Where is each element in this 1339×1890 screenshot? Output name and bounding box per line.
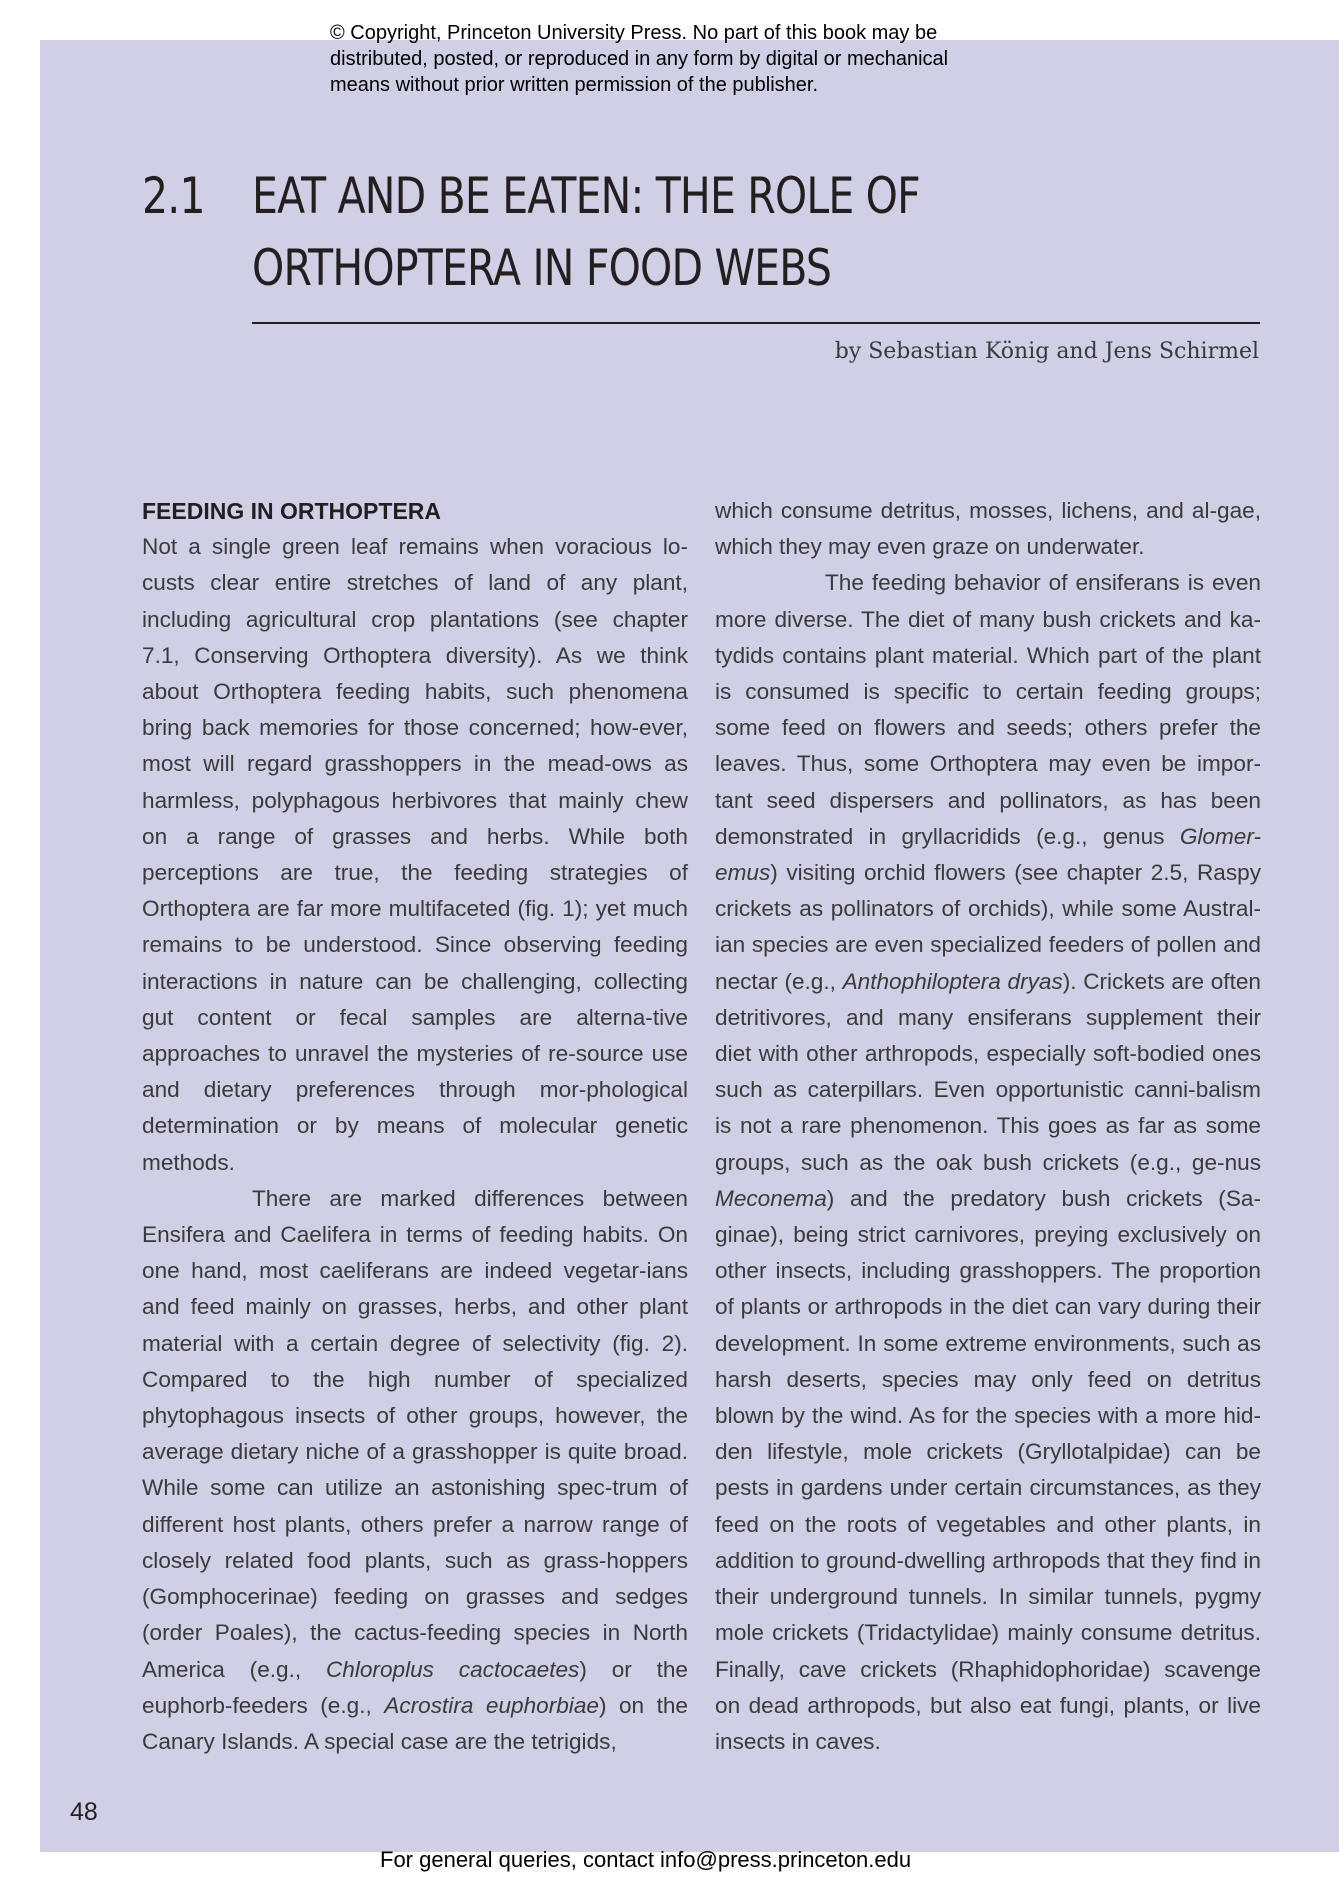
paragraph-text: ) on the Canary Islands. A special case are the tetrigids, (142, 1692, 688, 1754)
paragraph-text: which consume detritus, mosses, lichens, and al-gae, which they may even graze on underwater. (715, 498, 1261, 560)
contact-footer: For general queries, contact info@press.princeton.edu (380, 1847, 912, 1872)
chapter-title-line: EAT AND BE EATEN: THE ROLE OF (252, 167, 920, 225)
chapter-title-line: ORTHOPTERA IN FOOD WEBS (252, 239, 832, 297)
title-divider (252, 322, 1260, 324)
paragraph-text: The feeding behavior of ensiferans is even more diverse. The diet of many bush crickets and ka-tydids contains plant material. Which part of the plant is consumed is specific to certain feeding groups; some feed on flowers and seeds; others prefer the leaves. Thus, some Orthoptera may even be impor-tant seed dispersers and pollinators, as has been demonstrated in gryllacridids (e.g., genus (715, 570, 1261, 849)
copyright-line: © Copyright, Princeton University Press. No part of this book may be (330, 22, 938, 44)
chapter-number: 2.1 (142, 167, 205, 225)
copyright-notice (330, 20, 1050, 98)
paragraph (715, 493, 1261, 565)
right-column (715, 493, 1261, 1760)
paragraph-text: Not a single green leaf remains when voracious lo-custs clear entire stretches of land of any plant, including agricultural crop plantations (see chapter 7.1, Conserving Orthoptera diversity). As we think about Orthoptera feeding habits, such phenomena bring back memories for those concerned; how-ever, most will regard grasshoppers in the mead-ows as harmless, polyphagous herbivores that mainly chew on a range of grasses and herbs. While both perceptions are true, the feeding strategies of Orthoptera are far more multifaceted (fig. 1); yet much remains to be understood. Since observing feeding interactions in nature can be challenging, collecting gut content or fecal samples are alterna-tive approaches to unravel the mysteries of re-source use and dietary preferences through mor-phological determination or by means of molecular genetic methods. (142, 534, 688, 1175)
paragraph-text: ) and the predatory bush crickets (Sa-ginae), being strict carnivores, preying exclusively on other insects, including grasshoppers. The proportion of plants or arthropods in the diet can vary during their development. In some extreme environments, such as harsh deserts, species may only feed on detritus blown by the wind. As for the species with a more hid-den lifestyle, mole crickets (Gryllotalpidae) can be pests in gardens under certain circumstances, as they feed on the roots of vegetables and other plants, in addition to ground-dwelling arthropods that they find in their underground tunnels. In similar tunnels, pygmy mole crickets (Tridactylidae) mainly consume detritus. Finally, cave crickets (Rhaphidophoridae) scavenge on dead arthropods, but also eat fungi, plants, or live insects in caves. (715, 1185, 1261, 1754)
copyright-line: distributed, posted, or reproduced in any form by digital or mechanical (330, 48, 949, 70)
genus-name: Glomer-emus (715, 823, 1261, 886)
paragraph (142, 529, 688, 1181)
paragraph (142, 1181, 688, 1760)
species-name: Chloroplus cactocaetes (325, 1656, 580, 1682)
paragraph-text: ) or the euphorb-feeders (e.g., (142, 1656, 688, 1718)
author-byline: by Sebastian König and Jens Schirmel (834, 339, 1259, 364)
chapter-title (252, 160, 1072, 304)
left-column (142, 493, 688, 1760)
paragraph-text: ). Crickets are often detritivores, and many ensiferans supplement their diet with other arthropods, especially soft-bodied ones such as caterpillars. Even opportunistic canni-balism is not a rare phenomenon. This goes as far as some groups, such as the oak bush crickets (e.g., ge-nus (715, 968, 1261, 1175)
species-name: Anthophiloptera dryas (842, 968, 1063, 994)
copyright-line: means without prior written permission of the publisher. (330, 74, 819, 96)
section-heading: FEEDING IN ORTHOPTERA (142, 498, 442, 524)
paragraph-text: ) visiting orchid flowers (see chapter 2.5, Raspy crickets as pollinators of orchids), while some Austral-ian species are even specialized feeders of pollen and nectar (e.g., (715, 860, 1261, 994)
paragraph-text: There are marked differences between Ensifera and Caelifera in terms of feeding habits. On one hand, most caeliferans are indeed vegetar-ians and feed mainly on grasses, herbs, and other plant material with a certain degree of selectivity (fig. 2). Compared to the high number of specialized phytophagous insects of other groups, however, the average dietary niche of a grasshopper is quite broad. While some can utilize an astonishing spec-trum of different host plants, others prefer a narrow range of closely related food plants, such as grass-hoppers (Gomphocerinae) feeding on grasses and sedges (order Poales), the cactus-feeding species in North America (e.g., (142, 1185, 688, 1682)
paragraph (715, 565, 1261, 1760)
page-number: 48 (70, 1798, 98, 1826)
species-name: Acrostira euphorbiae (384, 1692, 599, 1718)
genus-name: Meconema (715, 1185, 827, 1211)
